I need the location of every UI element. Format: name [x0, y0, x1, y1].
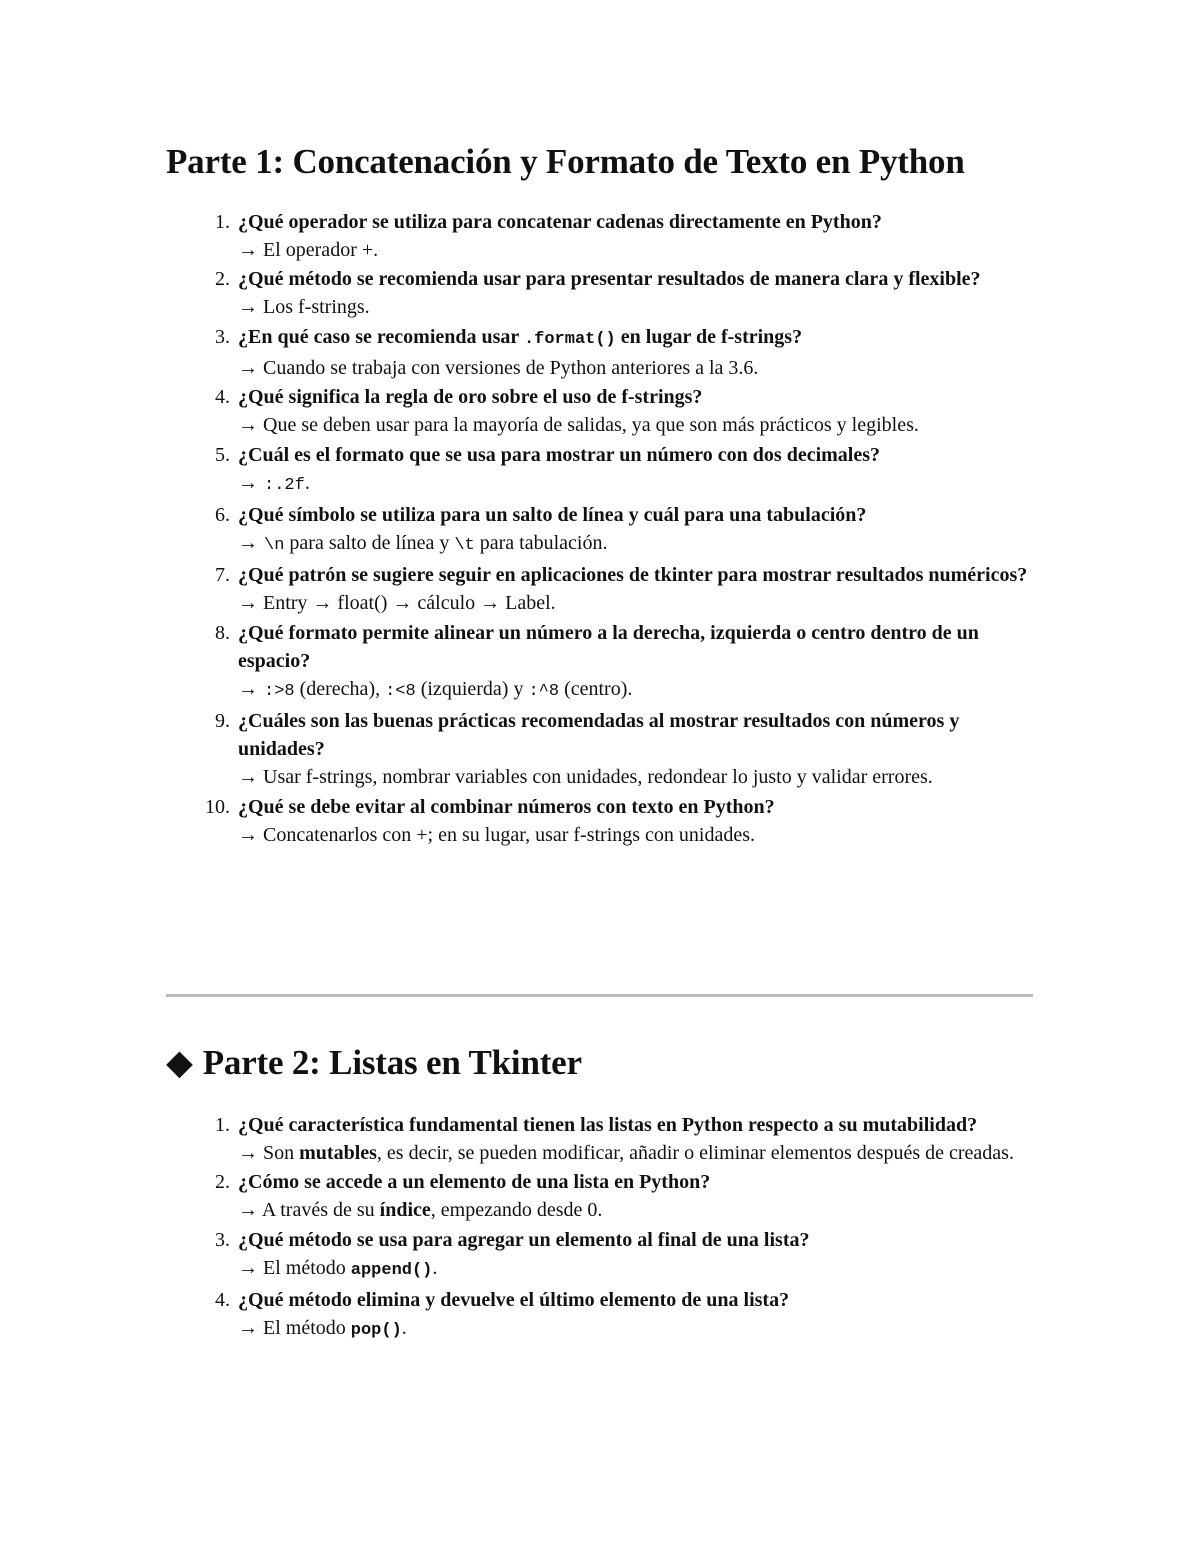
list-item: [198, 707, 1038, 791]
code-snippet: append(): [350, 1260, 433, 1280]
question-text: ¿Qué significa la regla de oro sobre el uso de f-strings?: [238, 386, 703, 409]
answer-emphasis: índice: [379, 1199, 431, 1222]
answer-text-before: → El método: [238, 1317, 351, 1340]
arrow-icon: →: [238, 471, 258, 494]
answer-text: → El operador +.: [238, 239, 379, 261]
list-item: [198, 323, 1038, 382]
section-divider: [166, 994, 1033, 997]
code-snippet: pop(): [350, 1321, 402, 1341]
code-snippet: .format(): [523, 329, 616, 349]
answer-text: → Los f-strings.: [238, 296, 370, 319]
list-item: [198, 1168, 1038, 1224]
question-text: ¿Cómo se accede a un elemento de una lista en Python?: [238, 1171, 711, 1194]
answer-text: [238, 1139, 1038, 1167]
item-number: 4.: [215, 1289, 230, 1312]
item-number: 5.: [215, 443, 230, 466]
answer-text: → Concatenarlos con +; en su lugar, usar f-strings con unidades.: [238, 823, 756, 846]
answer-text-after: , empezando desde 0.: [430, 1199, 603, 1222]
answer-text: [238, 469, 1038, 500]
answer-text-part: (centro).: [559, 677, 633, 700]
answer-text: [238, 1196, 1038, 1224]
question-text-before: ¿En qué caso se recomienda usar: [238, 325, 524, 348]
item-number: 4.: [215, 386, 230, 409]
item-number: 10.: [205, 795, 230, 818]
item-number: 1.: [215, 1114, 230, 1136]
question-text: ¿Qué se debe evitar al combinar números con texto en Python?: [238, 795, 775, 818]
answer-text-before: → El método: [238, 1256, 351, 1279]
answer-text: [238, 1254, 1038, 1285]
answer-text: [238, 529, 1038, 560]
list-item: [198, 619, 1038, 706]
code-snippet: :.2f: [264, 475, 305, 495]
question-text-after: en lugar de f-strings?: [615, 325, 803, 348]
code-snippet: :<8: [385, 681, 416, 701]
code-snippet: :>8: [264, 681, 295, 701]
question-list-part1: [198, 208, 1038, 850]
item-number: 3.: [215, 1228, 230, 1251]
item-number: 1.: [215, 211, 230, 233]
section-heading-text: Parte 2: Listas en Tkinter: [202, 1043, 582, 1082]
answer-text-before: → Son: [238, 1142, 300, 1164]
diamond-icon: ◆: [166, 1043, 193, 1082]
question-text: ¿Cuáles son las buenas prácticas recomendadas al mostrar resultados con números y unidades?: [238, 710, 960, 761]
list-item: [198, 1286, 1038, 1345]
item-number: 7.: [215, 564, 230, 587]
answer-text-part: (izquierda) y: [415, 677, 529, 700]
answer-text-before: → A través de su: [238, 1199, 380, 1222]
list-item: [198, 1111, 1038, 1167]
item-number: 6.: [215, 503, 230, 526]
answer-text: [238, 675, 1038, 706]
answer-text-after: .: [401, 1317, 407, 1340]
list-item: [198, 793, 1038, 849]
answer-text-after: .: [432, 1256, 438, 1279]
question-text: ¿Qué símbolo se utiliza para un salto de línea y cuál para una tabulación?: [238, 503, 867, 526]
question-text: ¿Qué método se usa para agregar un elemento al final de una lista?: [238, 1228, 810, 1251]
section-heading-part2: [166, 1043, 582, 1083]
list-item: [198, 265, 1038, 321]
item-number: 9.: [215, 710, 230, 733]
question-text: [238, 323, 1038, 354]
answer-text: → Que se deben usar para la mayoría de salidas, ya que son más prácticos y legibles.: [238, 414, 919, 437]
question-text: ¿Qué patrón se sugiere seguir en aplicaciones de tkinter para mostrar resultados numéricos?: [238, 564, 1028, 587]
list-item: [198, 208, 1038, 264]
answer-text: [238, 1314, 1038, 1345]
answer-text: → Cuando se trabaja con versiones de Python anteriores a la 3.6.: [238, 356, 759, 379]
section-heading-part1: Parte 1: Concatenación y Formato de Texto en Python: [166, 142, 965, 181]
question-text: ¿Qué método se recomienda usar para presentar resultados de manera clara y flexible?: [238, 268, 981, 291]
answer-text-after: para tabulación.: [474, 531, 608, 554]
question-list-part2: [198, 1111, 1038, 1347]
item-number: 2.: [215, 268, 230, 291]
list-item: [198, 1226, 1038, 1285]
code-snippet: :^8: [528, 681, 560, 701]
item-number: 8.: [215, 621, 230, 644]
question-text: ¿Qué operador se utiliza para concatenar cadenas directamente en Python?: [238, 211, 882, 233]
list-item: [198, 561, 1038, 617]
code-snippet: \n: [264, 535, 285, 555]
code-snippet: \t: [454, 535, 475, 555]
answer-emphasis: mutables: [299, 1142, 377, 1164]
answer-text-part: (derecha),: [294, 677, 386, 700]
arrow-icon: →: [238, 531, 258, 554]
item-number: 2.: [215, 1171, 230, 1194]
item-number: 3.: [215, 325, 230, 348]
question-text: ¿Qué característica fundamental tienen las listas en Python respecto a su mutabilidad?: [238, 1114, 978, 1136]
question-text: ¿Cuál es el formato que se usa para mostrar un número con dos decimales?: [238, 443, 881, 466]
answer-text-after: , es decir, se pueden modificar, añadir o eliminar elementos después de creadas.: [376, 1142, 1014, 1164]
question-text: ¿Qué método elimina y devuelve el último elemento de una lista?: [238, 1289, 790, 1312]
list-item: [198, 501, 1038, 560]
list-item: [198, 441, 1038, 500]
answer-text: → Usar f-strings, nombrar variables con unidades, redondear lo justo y validar errores.: [238, 766, 933, 789]
answer-text-mid: para salto de línea y: [284, 531, 455, 554]
arrow-icon: →: [238, 677, 258, 700]
list-item: [198, 383, 1038, 439]
answer-text: → Entry → float() → cálculo → Label.: [238, 592, 556, 615]
answer-text-after: .: [304, 471, 310, 494]
question-text: ¿Qué formato permite alinear un número a la derecha, izquierda o centro dentro de un espacio?: [238, 621, 979, 672]
